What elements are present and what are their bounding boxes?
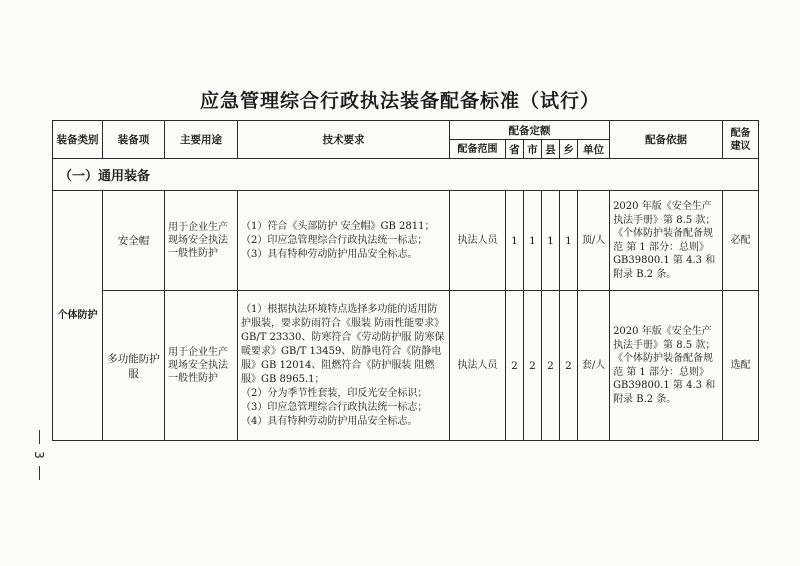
suggest-cell: 选配	[723, 291, 759, 441]
purpose-cell: 用于企业生产现场安全执法一般性防护	[165, 291, 238, 441]
purpose-cell: 用于企业生产现场安全执法一般性防护	[165, 191, 238, 291]
page-number	[33, 430, 45, 480]
page-number-text: 3	[32, 451, 46, 459]
header-county: 县	[542, 140, 560, 159]
tech-cell	[238, 191, 450, 291]
tech-line: （2）印应急管理综合行政执法统一标志；	[241, 234, 428, 246]
county-cell: 2	[542, 291, 560, 441]
tech-line: （1）符合《头部防护 安全帽》GB 2811；	[241, 220, 435, 232]
city-cell: 2	[524, 291, 542, 441]
equipment-standard-table	[52, 120, 759, 441]
table-row	[53, 291, 759, 441]
township-cell: 2	[560, 291, 578, 441]
table-row	[53, 191, 759, 291]
scope-cell: 执法人员	[450, 291, 506, 441]
page-dash-top	[39, 430, 40, 444]
header-suggest: 配备建议	[723, 121, 759, 159]
township-cell: 1	[560, 191, 578, 291]
tech-line: （2）分为季节性套装，印反光安全标识；	[241, 387, 428, 399]
header-basis: 配备依据	[610, 121, 723, 159]
basis-cell: 2020 年版《安全生产执法手册》第 8.5 款；《个体防护装备配备规范 第 1 部分：总则》GB39800.1 第 4.3 和附录 B.2 条。	[610, 291, 723, 441]
basis-cell: 2020 年版《安全生产执法手册》第 8.5 款；《个体防护装备配备规范 第 1 部分：总则》GB39800.1 第 4.3 和附录 B.2 条。	[610, 191, 723, 291]
tech-line: （4）具有特种劳动防护用品安全标志。	[241, 415, 418, 427]
city-cell: 1	[524, 191, 542, 291]
header-category: 装备类别	[53, 121, 103, 159]
tech-line: （3）印应急管理综合行政执法统一标志；	[241, 401, 428, 413]
province-cell: 2	[506, 291, 524, 441]
item-cell: 安全帽	[103, 191, 165, 291]
suggest-cell: 必配	[723, 191, 759, 291]
county-cell: 1	[542, 191, 560, 291]
province-cell: 1	[506, 191, 524, 291]
header-item: 装备项	[103, 121, 165, 159]
header-province: 省	[506, 140, 524, 159]
section-title: （一）通用装备	[53, 159, 759, 191]
scope-cell: 执法人员	[450, 191, 506, 291]
header-quota: 配备定额	[450, 121, 610, 140]
header-purpose: 主要用途	[165, 121, 238, 159]
item-cell: 多功能防护服	[103, 291, 165, 441]
tech-line: （3）具有特种劳动防护用品安全标志。	[241, 248, 418, 260]
header-unit: 单位	[578, 140, 610, 159]
header-tech: 技术要求	[238, 121, 450, 159]
category-cell: 个体防护	[53, 191, 103, 441]
header-scope: 配备范围	[450, 140, 506, 159]
tech-cell	[238, 291, 450, 441]
unit-cell: 套/人	[578, 291, 610, 441]
tech-line: （1）根据执法环境特点选择多功能的适用防护服装，要求防雨符合《服装 防雨性能要求》GB/T 23330、防寒符合《劳动防护服 防寒保暖要求》GB/T 13459、防静电符合《防静电服》GB 12014、阻燃符合《防护服装 阻燃服》GB 8965.1；	[241, 303, 445, 385]
page-dash-bottom	[39, 466, 40, 480]
header-city: 市	[524, 140, 542, 159]
unit-cell: 顶/人	[578, 191, 610, 291]
document-title: 应急管理综合行政执法装备配备标准（试行）	[199, 90, 600, 112]
header-township: 乡	[560, 140, 578, 159]
